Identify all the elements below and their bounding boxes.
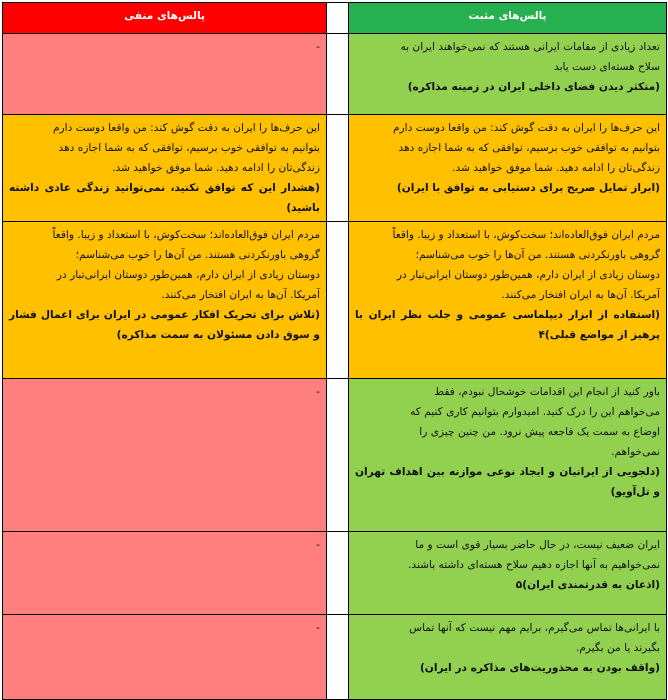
comparison-table-wrapper [2, 2, 666, 698]
cell-analysis-note: (هشدار این که توافق نکنید، نمی‌توانید زندگی عادی داشته باشید) [9, 182, 320, 214]
cell-text-line: می‌خواهم این را درک کنید. امیدوارم بتوانیم کاری کنیم که [410, 406, 660, 418]
cell-text-line: مردم ایران فوق‌العاده‌اند؛ سخت‌کوش، با استعداد و زیبا. واقعاً [392, 229, 660, 241]
cell-text-line: گروهی باورنکردنی هستند. من آن‌ها را خوب می‌شناسم؛ [75, 249, 320, 261]
table-row [3, 532, 667, 615]
cell-text-line: بتوانیم به توافقی خوب برسیم، توافقی که به شما اجازه دهد [58, 142, 320, 154]
table-row [3, 615, 667, 700]
cell-text-line: مردم ایران فوق‌العاده‌اند؛ سخت‌کوش، با استعداد و زیبا. واقعاً [52, 229, 320, 241]
cell-text-line: سلاح هسته‌ای دست یابد [554, 61, 660, 73]
table-row [3, 379, 667, 532]
cell-text-line: زندگی‌تان را ادامه دهید. شما موفق خواهید شد. [112, 162, 320, 174]
cell-text-line: باور کنید از انجام این اقدامات خوشحال نبودم، فقط [434, 386, 660, 398]
negative-cell [3, 615, 327, 700]
cell-analysis-note: (استفاده از ابزار دیپلماسی عمومی و جلب نظر ایران با پرهیز از مواضع قبلی)۴ [355, 309, 660, 341]
negative-cell [3, 379, 327, 532]
cell-text-line: نمی‌خواهیم به آنها اجازه دهیم سلاح هسته‌ای داشته باشند. [408, 559, 660, 571]
positive-pulses-header: پالس‌های مثبت [349, 3, 667, 34]
pulses-comparison-table [2, 2, 667, 700]
negative-cell [3, 222, 327, 379]
gap-cell [327, 115, 349, 222]
table-row [3, 222, 667, 379]
positive-cell [349, 615, 667, 700]
cell-text-line: بتوانیم به توافقی خوب برسیم، توافقی که به شما اجازه دهد [398, 142, 660, 154]
positive-cell [349, 222, 667, 379]
table-row [3, 115, 667, 222]
table-row [3, 34, 667, 115]
cell-text-line: این حرف‌ها را ایران به دقت گوش کند: من واقعا دوست دارم [393, 122, 660, 134]
cell-text-line: آمریکا. آن‌ها به ایران افتخار می‌کنند. [161, 289, 320, 301]
empty-dash: - [316, 621, 320, 634]
empty-dash: - [316, 538, 320, 551]
empty-dash: - [316, 40, 320, 53]
positive-cell [349, 532, 667, 615]
gap-cell [327, 222, 349, 379]
negative-pulses-header: پالس‌های منفی [3, 3, 327, 34]
negative-cell [3, 115, 327, 222]
cell-text-line: این حرف‌ها را ایران به دقت گوش کند: من واقعا دوست دارم [53, 122, 320, 134]
negative-cell [3, 532, 327, 615]
cell-text-line: دوستان زیادی از ایران دارم، همین‌طور دوستان ایرانی‌تبار در [56, 269, 320, 281]
cell-analysis-note: (اذعان به قدرتمندی ایران)۵ [515, 579, 660, 591]
cell-text-line: دوستان زیادی از ایران دارم، همین‌طور دوستان ایرانی‌تبار در [396, 269, 660, 281]
cell-analysis-note: (واقف بودن به محذوریت‌های مذاکره در ایران) [419, 662, 660, 674]
cell-text-line: بگیرند یا من بگیرم. [575, 642, 660, 654]
gap-cell [327, 615, 349, 700]
cell-analysis-note: (متکثر دیدن فضای داخلی ایران در زمینه مذاکره) [407, 81, 660, 93]
positive-cell [349, 34, 667, 115]
cell-text-line: نمی‌خواهم. [611, 446, 660, 458]
cell-text-line: گروهی باورنکردنی هستند. من آن‌ها را خوب می‌شناسم؛ [415, 249, 660, 261]
gap-cell [327, 34, 349, 115]
header-row [3, 3, 667, 34]
gap-cell [327, 3, 349, 34]
empty-dash: - [316, 385, 320, 398]
cell-analysis-note: (ابراز تمایل صریح برای دستیابی به توافق با ایران) [396, 182, 660, 194]
cell-text-line: آمریکا. آن‌ها به ایران افتخار می‌کنند. [501, 289, 660, 301]
positive-cell [349, 379, 667, 532]
cell-text-line: با ایرانی‌ها تماس می‌گیرم، برایم مهم نیست که آنها تماس [409, 622, 660, 634]
cell-text-line: اوضاع به سمت یک فاجعه پیش نرود. من چنین چیزی را [419, 426, 660, 438]
cell-text-line: تعداد زیادی از مقامات ایرانی هستند که نمی‌خواهند ایران به [400, 41, 660, 53]
cell-analysis-note: (دلجویی از ایرانیان و ایجاد نوعی موازنه بین اهداف تهران و تل‌آویو) [355, 466, 660, 498]
negative-cell [3, 34, 327, 115]
cell-analysis-note: (تلاش برای تحریک افکار عمومی در ایران برای اعمال فشار و سوق دادن مسئولان به سمت مذاکره) [9, 309, 320, 341]
cell-text-line: زندگی‌تان را ادامه دهید. شما موفق خواهید شد. [452, 162, 660, 174]
gap-cell [327, 379, 349, 532]
positive-cell [349, 115, 667, 222]
gap-cell [327, 532, 349, 615]
cell-text-line: ایران ضعیف نیست، در حال حاضر بسیار قوی است و ما [415, 539, 660, 551]
